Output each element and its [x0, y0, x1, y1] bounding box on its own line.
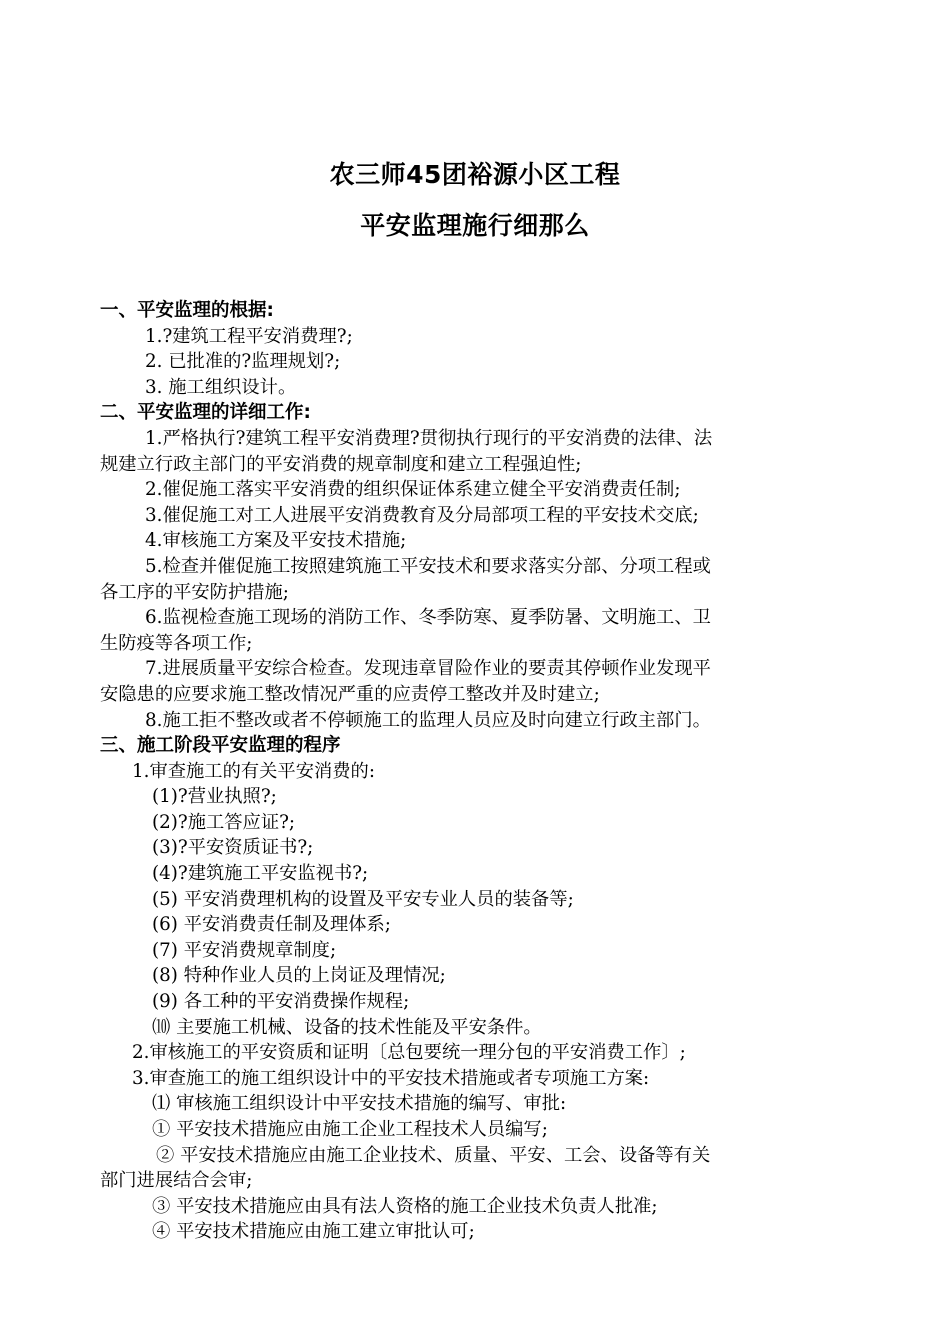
text-line: (7) 平安消费规章制度;: [152, 939, 337, 961]
text-line: (8) 特种作业人员的上岗证及理情况;: [152, 965, 446, 987]
text-line: ③ 平安技术措施应由具有法人资格的施工企业技术负责人批准;: [152, 1195, 658, 1217]
text-line: (1)?营业执照?;: [152, 786, 277, 808]
text-line: 4.审核施工方案及平安技术措施;: [145, 530, 407, 552]
text-line: 1.审查施工的有关平安消费的:: [132, 760, 375, 782]
text-line: 1.?建筑工程平安消费理?;: [145, 325, 353, 347]
text-line: 规建立行政主部门的平安消费的规章制度和建立工程强迫性;: [100, 453, 582, 475]
text-line: ④ 平安技术措施应由施工建立审批认可;: [152, 1221, 475, 1243]
document-body: [100, 298, 852, 1245]
text-line: 1.严格执行?建筑工程平安消费理?贯彻执行现行的平安消费的法律、法: [145, 427, 713, 449]
text-line: 安隐患的应要求施工整改情况严重的应责停工整改并及时建立;: [100, 683, 600, 705]
text-line: 3.审查施工的施工组织设计中的平安技术措施或者专项施工方案:: [132, 1067, 650, 1089]
text-line: 2.催促施工落实平安消费的组织保证体系建立健全平安消费责任制;: [145, 479, 681, 501]
text-line: ⑽ 主要施工机械、设备的技术性能及平安条件。: [152, 1016, 542, 1038]
text-line: ⑴ 审核施工组织设计中平安技术措施的编写、审批:: [152, 1093, 567, 1115]
text-line: 5.检查并催促施工按照建筑施工平安技术和要求落实分部、分项工程或: [145, 555, 711, 577]
text-line: 生防疫等各项工作;: [100, 632, 253, 654]
text-line: 6.监视检查施工现场的消防工作、冬季防寒、夏季防暑、文明施工、卫: [145, 607, 711, 629]
text-line: 8.施工拒不整改或者不停顿施工的监理人员应及时向建立行政主部门。: [145, 709, 711, 731]
section-heading: 一、平安监理的根据:: [100, 300, 274, 321]
document-subtitle: 平安监理施行细那么: [360, 211, 590, 240]
document-title: 农三师45团裕源小区工程: [329, 160, 621, 189]
section-heading: 二、平安监理的详细工作:: [100, 402, 311, 424]
text-line: (2)?施工答应证?;: [152, 811, 296, 833]
text-line: 2.审核施工的平安资质和证明〔总包要统一理分包的平安消费工作〕;: [132, 1042, 686, 1064]
section-heading: 三、施工阶段平安监理的程序: [100, 735, 341, 757]
text-line: 7.进展质量平安综合检查。发现违章冒险作业的要责其停顿作业发现平: [145, 658, 711, 680]
text-line: 2. 已批准的?监理规划?;: [145, 351, 341, 373]
text-line: (5) 平安消费理机构的设置及平安专业人员的装备等;: [152, 888, 574, 910]
text-line: ① 平安技术措施应由施工企业工程技术人员编写;: [152, 1119, 548, 1140]
text-line: (3)?平安资质证书?;: [152, 837, 314, 859]
text-line: (6) 平安消费责任制及理体系;: [152, 914, 391, 936]
text-line: 3. 施工组织设计。: [145, 376, 297, 398]
text-line: (4)?建筑施工平安监视书?;: [152, 863, 369, 885]
text-line: 部门进展结合会审;: [100, 1170, 253, 1192]
text-line: 3.催促施工对工人进展平安消费教育及分局部项工程的平安技术交底;: [145, 504, 699, 526]
text-line: 各工序的平安防护措施;: [100, 581, 289, 603]
text-line: ② 平安技术措施应由施工企业技术、质量、平安、工会、设备等有关: [156, 1144, 711, 1166]
text-line: (9) 各工种的平安消费操作规程;: [152, 991, 410, 1013]
